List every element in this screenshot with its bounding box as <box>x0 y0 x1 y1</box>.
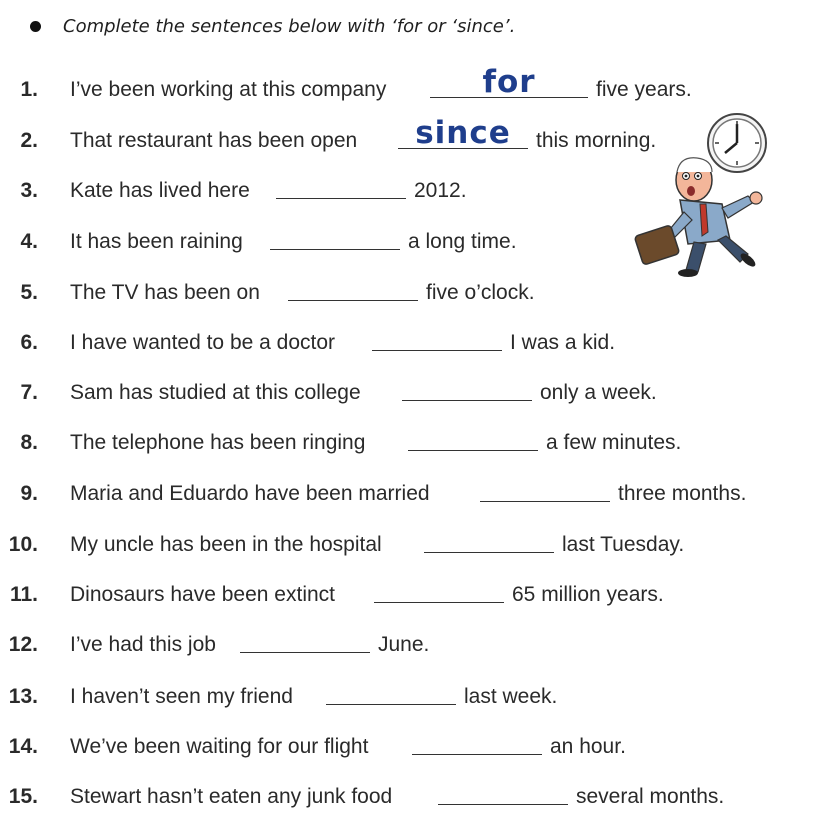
item-number: 7. <box>20 381 38 404</box>
answer-blank[interactable] <box>424 530 554 553</box>
sentence <box>70 680 557 714</box>
exercise-item <box>0 326 820 360</box>
exercise-item <box>0 628 820 662</box>
item-number: 5. <box>20 281 38 304</box>
sentence <box>70 528 684 562</box>
sentence-start: That restaurant has been open <box>70 129 358 152</box>
hurrying-businessman-with-clock-icon <box>622 112 792 282</box>
item-number: 3. <box>20 179 38 202</box>
sentence-start: Maria and Eduardo have been married <box>70 482 430 505</box>
sentence <box>70 780 724 814</box>
sentence-end: three months. <box>618 482 747 505</box>
sentence <box>70 578 664 612</box>
sentence-end: only a week. <box>540 381 657 404</box>
answer-blank[interactable] <box>276 176 406 199</box>
sentence-end: a few minutes. <box>546 431 682 454</box>
sentence-start: I haven’t seen my friend <box>70 685 293 708</box>
item-number: 6. <box>20 331 38 354</box>
sentence <box>70 628 429 662</box>
exercise-item <box>0 578 820 612</box>
bullet-icon <box>30 21 41 32</box>
answer-blank[interactable] <box>288 278 418 301</box>
sentence <box>70 276 535 310</box>
sentence-start: Kate has lived here <box>70 179 250 202</box>
instruction-row <box>30 12 515 40</box>
sentence-end: several months. <box>576 785 725 808</box>
item-number: 8. <box>20 431 38 454</box>
sentence-start: The TV has been on <box>70 281 260 304</box>
exercise-item <box>0 780 820 814</box>
sentence-end: five o’clock. <box>426 281 535 304</box>
item-number: 1. <box>20 78 38 101</box>
sentence-start: I’ve been working at this company <box>70 78 387 101</box>
sentence-start: I have wanted to be a doctor <box>70 331 336 354</box>
sentence-start: We’ve been waiting for our flight <box>70 735 369 758</box>
sentence <box>70 225 517 259</box>
exercise-item <box>0 680 820 714</box>
exercise-item <box>0 426 820 460</box>
sentence-end: last week. <box>464 685 558 708</box>
sentence-start: I’ve had this job <box>70 633 216 656</box>
answer-blank[interactable] <box>374 580 504 603</box>
sentence <box>70 174 467 208</box>
sentence-end: 65 million years. <box>512 583 664 606</box>
clock-icon <box>708 114 766 172</box>
instruction-text: Complete the sentences below with ‘for or ‘since’. <box>63 15 516 37</box>
sentence-start: It has been raining <box>70 230 243 253</box>
sentence-end: this morning. <box>536 129 657 152</box>
item-number: 11. <box>9 583 38 606</box>
sentence <box>70 730 626 764</box>
sentence-end: an hour. <box>550 735 626 758</box>
answer-blank[interactable] <box>270 227 400 250</box>
item-number: 14. <box>8 735 38 758</box>
handwritten-answer: for <box>482 64 536 100</box>
sentence-start: My uncle has been in the hospital <box>70 533 382 556</box>
sentence <box>70 426 681 460</box>
sentence-start: Stewart hasn’t eaten any junk food <box>70 785 393 808</box>
item-number: 2. <box>20 129 38 152</box>
answer-blank[interactable] <box>372 328 502 351</box>
answer-blank[interactable] <box>412 732 542 755</box>
sentence-end: last Tuesday. <box>562 533 685 556</box>
sentence <box>70 115 657 158</box>
sentence-end: 2012. <box>414 179 467 202</box>
sentence <box>70 477 746 511</box>
item-number: 12. <box>8 633 38 656</box>
sentence-end: I was a kid. <box>510 331 616 354</box>
exercise-item <box>0 376 820 410</box>
exercise-item <box>0 730 820 764</box>
answer-blank[interactable] <box>240 630 370 653</box>
sentence-end: five years. <box>596 78 692 101</box>
answer-blank[interactable] <box>430 64 588 100</box>
item-number: 9. <box>20 482 38 505</box>
item-number: 15. <box>8 785 38 808</box>
answer-blank[interactable] <box>402 378 532 401</box>
sentence <box>70 376 657 410</box>
sentence <box>70 64 692 107</box>
item-number: 13. <box>8 685 38 708</box>
businessman-figure <box>634 158 762 277</box>
sentence-end: a long time. <box>408 230 517 253</box>
item-number: 4. <box>20 230 38 253</box>
answer-blank[interactable] <box>480 479 610 502</box>
sentence-end: June. <box>378 633 430 656</box>
exercise-item <box>0 64 820 107</box>
sentence-start: Sam has studied at this college <box>70 381 361 404</box>
sentence-start: The telephone has been ringing <box>70 431 366 454</box>
handwritten-answer: since <box>415 115 511 151</box>
item-number: 10. <box>8 533 38 556</box>
answer-blank[interactable] <box>398 115 528 151</box>
answer-blank[interactable] <box>438 782 568 805</box>
exercise-item <box>0 528 820 562</box>
answer-blank[interactable] <box>408 428 538 451</box>
answer-blank[interactable] <box>326 682 456 705</box>
exercise-item <box>0 477 820 511</box>
sentence <box>70 326 615 360</box>
sentence-start: Dinosaurs have been extinct <box>70 583 335 606</box>
